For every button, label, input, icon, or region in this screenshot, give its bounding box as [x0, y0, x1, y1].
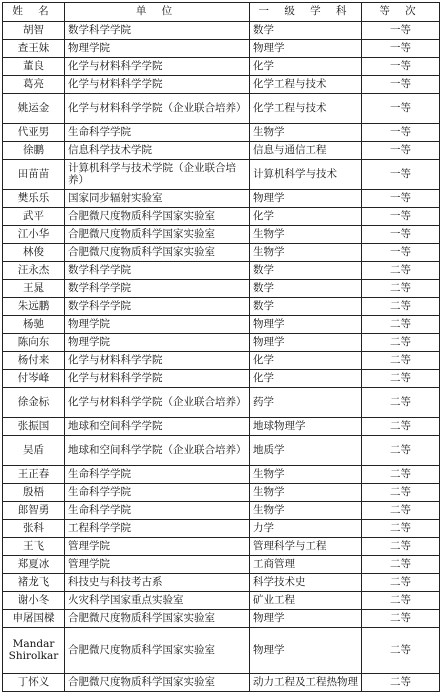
table-row [3, 160, 440, 190]
discipline-cell: 地质学 [250, 436, 362, 466]
unit-cell: 生命科学学院 [65, 466, 250, 484]
unit-cell: 数学科学学院 [65, 262, 250, 280]
unit-cell: 国家同步辐射实验室 [65, 190, 250, 208]
unit-cell: 化学与材料科学学院 [65, 58, 250, 76]
discipline-cell: 药学 [250, 388, 362, 418]
unit-cell: 合肥微尺度物质科学国家实验室 [65, 610, 250, 628]
unit-cell: 数学科学学院 [65, 22, 250, 40]
rank-cell: 一等 [362, 226, 440, 244]
rank-cell: 二等 [362, 520, 440, 538]
table-row [3, 316, 440, 334]
roster-body [3, 22, 440, 692]
name-cell: 郑夏冰 [3, 556, 65, 574]
table-row [3, 226, 440, 244]
rank-cell: 一等 [362, 208, 440, 226]
unit-cell: 合肥微尺度物质科学国家实验室 [65, 226, 250, 244]
table-row [3, 208, 440, 226]
rank-cell: 一等 [362, 160, 440, 190]
col-header-discipline: 一 级 学 科 [250, 3, 362, 22]
discipline-cell: 化学 [250, 208, 362, 226]
discipline-cell: 工商管理 [250, 556, 362, 574]
rank-cell: 二等 [362, 674, 440, 692]
discipline-cell: 生物学 [250, 244, 362, 262]
discipline-cell: 化学 [250, 58, 362, 76]
rank-cell: 二等 [362, 436, 440, 466]
table-row [3, 538, 440, 556]
rank-cell: 二等 [362, 370, 440, 388]
table-row [3, 244, 440, 262]
rank-cell: 二等 [362, 592, 440, 610]
rank-cell: 一等 [362, 94, 440, 124]
rank-cell: 二等 [362, 556, 440, 574]
name-cell: 代亚男 [3, 124, 65, 142]
rank-cell: 二等 [362, 262, 440, 280]
name-cell: 田苗苗 [3, 160, 65, 190]
unit-cell: 化学与材料科学学院（企业联合培养） [65, 388, 250, 418]
table-row [3, 142, 440, 160]
name-cell: 武平 [3, 208, 65, 226]
col-header-unit: 单 位 [65, 3, 250, 22]
rank-cell: 二等 [362, 502, 440, 520]
rank-cell: 二等 [362, 280, 440, 298]
discipline-cell: 计算机科学与技术 [250, 160, 362, 190]
discipline-cell: 数学 [250, 280, 362, 298]
discipline-cell: 化学 [250, 352, 362, 370]
name-cell: 查王妹 [3, 40, 65, 58]
table-row [3, 610, 440, 628]
rank-cell: 一等 [362, 124, 440, 142]
table-row [3, 484, 440, 502]
rank-cell: 一等 [362, 76, 440, 94]
discipline-cell: 物理学 [250, 628, 362, 674]
table-row [3, 298, 440, 316]
unit-cell: 工程科学学院 [65, 520, 250, 538]
unit-cell: 生命科学学院 [65, 502, 250, 520]
rank-cell: 二等 [362, 316, 440, 334]
table-row [3, 436, 440, 466]
table-row [3, 352, 440, 370]
discipline-cell: 生物学 [250, 484, 362, 502]
name-cell: 江小华 [3, 226, 65, 244]
rank-cell: 一等 [362, 22, 440, 40]
unit-cell: 化学与材料科学学院 [65, 370, 250, 388]
table-row [3, 502, 440, 520]
table-row [3, 628, 440, 674]
unit-cell: 数学科学学院 [65, 280, 250, 298]
table-row [3, 280, 440, 298]
unit-cell: 火灾科学国家重点实验室 [65, 592, 250, 610]
unit-cell: 物理学院 [65, 316, 250, 334]
discipline-cell: 地球物理学 [250, 418, 362, 436]
unit-cell: 化学与材料科学学院 [65, 352, 250, 370]
unit-cell: 管理学院 [65, 556, 250, 574]
name-cell: 王飞 [3, 538, 65, 556]
table-row [3, 58, 440, 76]
rank-cell: 二等 [362, 298, 440, 316]
table-row [3, 418, 440, 436]
rank-cell: 二等 [362, 352, 440, 370]
name-cell: 林俊 [3, 244, 65, 262]
name-cell: 杨付来 [3, 352, 65, 370]
discipline-cell: 数学 [250, 298, 362, 316]
discipline-cell: 数学 [250, 262, 362, 280]
name-cell: 徐鹏 [3, 142, 65, 160]
name-cell: Mandar Shirolkar [3, 628, 65, 674]
unit-cell: 生命科学学院 [65, 484, 250, 502]
discipline-cell: 化学工程与技术 [250, 76, 362, 94]
table-row [3, 22, 440, 40]
discipline-cell: 科学技术史 [250, 574, 362, 592]
table-row [3, 556, 440, 574]
unit-cell: 管理学院 [65, 538, 250, 556]
discipline-cell: 物理学 [250, 190, 362, 208]
name-cell: 付岑峰 [3, 370, 65, 388]
rank-cell: 二等 [362, 418, 440, 436]
discipline-cell: 生物学 [250, 466, 362, 484]
rank-cell: 二等 [362, 574, 440, 592]
name-cell: 葛亮 [3, 76, 65, 94]
discipline-cell: 物理学 [250, 610, 362, 628]
unit-cell: 化学与材料科学学院 [65, 76, 250, 94]
rank-cell: 一等 [362, 190, 440, 208]
unit-cell: 地球和空间科学学院（企业联合培养） [65, 436, 250, 466]
name-cell: 张振国 [3, 418, 65, 436]
rank-cell: 一等 [362, 58, 440, 76]
unit-cell: 物理学院 [65, 40, 250, 58]
unit-cell: 合肥微尺度物质科学国家实验室 [65, 244, 250, 262]
rank-cell: 二等 [362, 628, 440, 674]
unit-cell: 科技史与科技考古系 [65, 574, 250, 592]
table-row [3, 370, 440, 388]
table-row [3, 76, 440, 94]
name-cell: 姚运金 [3, 94, 65, 124]
unit-cell: 生命科学学院 [65, 124, 250, 142]
name-cell: 董良 [3, 58, 65, 76]
unit-cell: 计算机科学与技术学院（企业联合培养） [65, 160, 250, 190]
unit-cell: 信息科学技术学院 [65, 142, 250, 160]
table-row [3, 124, 440, 142]
name-cell: 吴盾 [3, 436, 65, 466]
discipline-cell: 信息与通信工程 [250, 142, 362, 160]
unit-cell: 合肥微尺度物质科学国家实验室 [65, 674, 250, 692]
table-row [3, 574, 440, 592]
unit-cell: 物理学院 [65, 334, 250, 352]
name-cell: 陈向东 [3, 334, 65, 352]
name-cell: 郎智勇 [3, 502, 65, 520]
table-row [3, 262, 440, 280]
discipline-cell: 化学 [250, 370, 362, 388]
table-row [3, 40, 440, 58]
table-row [3, 592, 440, 610]
name-cell: 张科 [3, 520, 65, 538]
rank-cell: 二等 [362, 610, 440, 628]
unit-cell: 地球和空间科学学院 [65, 418, 250, 436]
discipline-cell: 化学工程与技术 [250, 94, 362, 124]
discipline-cell: 物理学 [250, 40, 362, 58]
name-cell: 汪永杰 [3, 262, 65, 280]
unit-cell: 化学与材料科学学院（企业联合培养） [65, 94, 250, 124]
table-row [3, 334, 440, 352]
rank-cell: 二等 [362, 538, 440, 556]
name-cell: 丁怀义 [3, 674, 65, 692]
discipline-cell: 生物学 [250, 226, 362, 244]
table-row [3, 388, 440, 418]
name-cell: 杨驰 [3, 316, 65, 334]
header-row [3, 3, 440, 22]
name-cell: 申屠国樑 [3, 610, 65, 628]
discipline-cell: 物理学 [250, 334, 362, 352]
discipline-cell: 矿业工程 [250, 592, 362, 610]
name-cell: 胡智 [3, 22, 65, 40]
discipline-cell: 力学 [250, 520, 362, 538]
rank-cell: 二等 [362, 466, 440, 484]
table-row [3, 520, 440, 538]
name-cell: 王正春 [3, 466, 65, 484]
unit-cell: 合肥微尺度物质科学国家实验室 [65, 628, 250, 674]
col-header-rank: 等 次 [362, 3, 440, 22]
name-cell: 殷梧 [3, 484, 65, 502]
discipline-cell: 生物学 [250, 502, 362, 520]
discipline-cell: 动力工程及工程热物理 [250, 674, 362, 692]
award-roster-table [2, 2, 440, 692]
rank-cell: 一等 [362, 142, 440, 160]
unit-cell: 数学科学学院 [65, 298, 250, 316]
name-cell: 樊乐乐 [3, 190, 65, 208]
table-row [3, 466, 440, 484]
table-row [3, 674, 440, 692]
rank-cell: 二等 [362, 484, 440, 502]
name-cell: 王晁 [3, 280, 65, 298]
name-cell: 谢小冬 [3, 592, 65, 610]
rank-cell: 二等 [362, 334, 440, 352]
rank-cell: 二等 [362, 388, 440, 418]
col-header-name: 姓 名 [3, 3, 65, 22]
discipline-cell: 数学 [250, 22, 362, 40]
discipline-cell: 物理学 [250, 316, 362, 334]
table-row [3, 190, 440, 208]
name-cell: 褚龙飞 [3, 574, 65, 592]
table-row [3, 94, 440, 124]
rank-cell: 一等 [362, 40, 440, 58]
discipline-cell: 管理科学与工程 [250, 538, 362, 556]
name-cell: 徐金标 [3, 388, 65, 418]
rank-cell: 一等 [362, 244, 440, 262]
unit-cell: 合肥微尺度物质科学国家实验室 [65, 208, 250, 226]
name-cell: 朱远鹏 [3, 298, 65, 316]
discipline-cell: 生物学 [250, 124, 362, 142]
